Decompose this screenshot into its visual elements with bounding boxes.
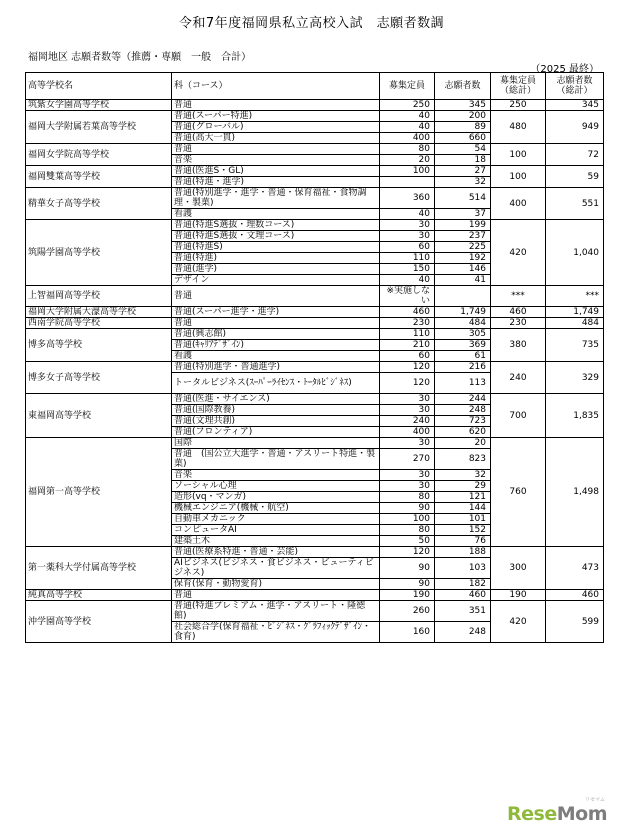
quota-cell: 30 [380, 470, 435, 481]
table-row [26, 307, 604, 318]
applicants-cell: 101 [435, 514, 491, 525]
applicants-cell: 32 [435, 470, 491, 481]
table-row [26, 166, 604, 177]
quota-total-cell: 700 [491, 394, 546, 438]
quota-cell: 60 [380, 351, 435, 362]
course-name: 普通(特別進学・進学・普通・保育福祉・食物調理・製菓) [172, 188, 380, 209]
course-name: トータルビジネス(ｽｰﾊﾟｰﾗｲｾﾝｽ・ﾄｰﾀﾙﾋﾞｼﾞﾈｽ) [172, 373, 380, 394]
applicants-total-cell: 735 [546, 329, 604, 362]
course-name: 普通(医進・サイエンス) [172, 394, 380, 405]
applicants-cell: 27 [435, 166, 491, 177]
table-row [26, 100, 604, 111]
quota-total-cell: 240 [491, 362, 546, 394]
course-name: 普通(興志館) [172, 329, 380, 340]
applicants-cell: 1,749 [435, 307, 491, 318]
table-body [26, 100, 604, 643]
course-name: 普通(フロンティア) [172, 427, 380, 438]
applicants-total-cell: 72 [546, 144, 604, 166]
quota-cell: 90 [380, 558, 435, 579]
course-name: 建築土木 [172, 536, 380, 547]
course-name: 音楽 [172, 470, 380, 481]
quota-cell: 190 [380, 590, 435, 601]
course-name: 普通(特進プレミアム・進学・アスリート・隆徳館) [172, 601, 380, 622]
course-name: 普通(国際教養) [172, 405, 380, 416]
course-name: 普通(文理共創) [172, 416, 380, 427]
applicants-cell: 237 [435, 231, 491, 242]
course-name: 造形(vq・マンガ) [172, 492, 380, 503]
school-name: 沖学園高等学校 [26, 601, 172, 643]
quota-total-cell: 760 [491, 438, 546, 547]
quota-total-cell: 300 [491, 547, 546, 590]
quota-cell: 100 [380, 514, 435, 525]
course-name: 普通(スーパー進学・進学) [172, 307, 380, 318]
table-row [26, 318, 604, 329]
applicants-cell: 61 [435, 351, 491, 362]
quota-cell: 30 [380, 405, 435, 416]
quota-total-cell: *** [491, 286, 546, 307]
quota-cell [380, 177, 435, 188]
applicants-cell: 351 [435, 601, 491, 622]
header-applicants-total: 志願者数（総計） [546, 73, 604, 100]
quota-cell: 400 [380, 133, 435, 144]
applicants-cell: 182 [435, 579, 491, 590]
course-name: 普通(スーパー特進) [172, 111, 380, 122]
school-name: 第一薬科大学付属高等学校 [26, 547, 172, 590]
quota-cell: 80 [380, 492, 435, 503]
quota-total-cell: 250 [491, 100, 546, 111]
table-row [26, 188, 604, 209]
course-name: 普通(進学) [172, 264, 380, 275]
school-name: 福岡大学附属若葉高等学校 [26, 111, 172, 144]
table-row [26, 362, 604, 373]
applicants-cell: 76 [435, 536, 491, 547]
applicants-table [25, 72, 604, 643]
applicants-total-cell: 460 [546, 590, 604, 601]
applicants-cell: 345 [435, 100, 491, 111]
table-row [26, 394, 604, 405]
course-name: 普通(特別進学・普通進学) [172, 362, 380, 373]
applicants-total-cell: 599 [546, 601, 604, 643]
applicants-cell: 18 [435, 155, 491, 166]
applicants-total-cell: 1,749 [546, 307, 604, 318]
applicants-cell: 41 [435, 275, 491, 286]
course-name: 普通(医療系特進・普通・芸能) [172, 547, 380, 558]
quota-cell: 120 [380, 547, 435, 558]
applicants-cell: 192 [435, 253, 491, 264]
applicants-cell [435, 286, 491, 307]
applicants-total-cell: 551 [546, 188, 604, 220]
quota-cell: 110 [380, 253, 435, 264]
quota-cell: 460 [380, 307, 435, 318]
applicants-cell: 89 [435, 122, 491, 133]
applicants-cell: 248 [435, 405, 491, 416]
resemom-logo: ReseMom [507, 803, 607, 825]
header-quota-total: 募集定員（総計） [491, 73, 546, 100]
course-name: 普通 (国公立大進学・普通・アスリート特進・製菓) [172, 449, 380, 470]
header-applicants: 志願者数 [435, 73, 491, 100]
quota-cell: 400 [380, 427, 435, 438]
course-name: 普通 [172, 100, 380, 111]
table-row [26, 590, 604, 601]
school-name: 福岡女学院高等学校 [26, 144, 172, 166]
applicants-cell: 121 [435, 492, 491, 503]
quota-cell: 160 [380, 622, 435, 643]
quota-cell: 230 [380, 318, 435, 329]
course-name: 音楽 [172, 155, 380, 166]
table-row [26, 220, 604, 231]
school-name: 上智福岡高等学校 [26, 286, 172, 307]
applicants-cell: 484 [435, 318, 491, 329]
quota-cell: 120 [380, 373, 435, 394]
course-name: コンピュータAI [172, 525, 380, 536]
course-name: 普通(特進) [172, 253, 380, 264]
header-school: 高等学校名 [26, 73, 172, 100]
header-quota: 募集定員 [380, 73, 435, 100]
quota-cell: 40 [380, 209, 435, 220]
course-name: 普通 [172, 318, 380, 329]
course-name: 普通(医進S・GL) [172, 166, 380, 177]
course-name: 保育(保育・動物愛育) [172, 579, 380, 590]
course-name: 国際 [172, 438, 380, 449]
course-name: 普通(特進S選抜・理数コース) [172, 220, 380, 231]
school-name: 筑紫女学園高等学校 [26, 100, 172, 111]
quota-cell: 100 [380, 166, 435, 177]
applicants-cell: 305 [435, 329, 491, 340]
table-subtitle: 福岡地区 志願者数等（推薦・専願 一般 合計） [28, 52, 252, 63]
applicants-total-cell: 484 [546, 318, 604, 329]
applicants-total-cell: 473 [546, 547, 604, 590]
applicants-cell: 29 [435, 481, 491, 492]
school-name: 博多高等学校 [26, 329, 172, 362]
table-row [26, 144, 604, 155]
course-name: ソーシャル心理 [172, 481, 380, 492]
quota-cell: 30 [380, 220, 435, 231]
applicants-total-cell: 345 [546, 100, 604, 111]
school-name: 東福岡高等学校 [26, 394, 172, 438]
applicants-total-cell: 1,498 [546, 438, 604, 547]
quota-cell: 360 [380, 188, 435, 209]
applicants-cell: 200 [435, 111, 491, 122]
school-name: 福岡大学附属大濠高等学校 [26, 307, 172, 318]
applicants-cell: 103 [435, 558, 491, 579]
school-name: 精華女子高等学校 [26, 188, 172, 220]
course-name: 看護 [172, 351, 380, 362]
quota-cell: 30 [380, 481, 435, 492]
quota-cell: 150 [380, 264, 435, 275]
table-row [26, 438, 604, 449]
course-name: 普通(特進・進学) [172, 177, 380, 188]
quota-total-cell: 420 [491, 220, 546, 286]
applicants-cell: 37 [435, 209, 491, 220]
quota-cell: 30 [380, 231, 435, 242]
quota-cell: 120 [380, 362, 435, 373]
applicants-cell: 514 [435, 188, 491, 209]
applicants-cell: 823 [435, 449, 491, 470]
quota-cell: 270 [380, 449, 435, 470]
applicants-total-cell: 329 [546, 362, 604, 394]
course-name: 普通(特進S選抜・文理コース) [172, 231, 380, 242]
course-name: デザイン [172, 275, 380, 286]
school-name: 博多女子高等学校 [26, 362, 172, 394]
applicants-cell: 113 [435, 373, 491, 394]
course-name: 普通(特進S) [172, 242, 380, 253]
course-name: 自動車メカニック [172, 514, 380, 525]
applicants-cell: 152 [435, 525, 491, 536]
quota-cell: 250 [380, 100, 435, 111]
applicants-total-cell: 1,040 [546, 220, 604, 286]
quota-cell: 80 [380, 144, 435, 155]
table-row [26, 601, 604, 622]
applicants-cell: 460 [435, 590, 491, 601]
applicants-cell: 144 [435, 503, 491, 514]
quota-cell: 80 [380, 525, 435, 536]
school-name: 筑陽学園高等学校 [26, 220, 172, 286]
course-name: 普通(ｷｬﾘｱﾃﾞｻﾞｲﾝ) [172, 340, 380, 351]
page-title: 令和7年度福岡県私立高校入試 志願者数調 [178, 16, 445, 31]
quota-cell: 40 [380, 122, 435, 133]
final-note: （2025 最終） [530, 64, 599, 75]
quota-cell: 60 [380, 242, 435, 253]
table-row [26, 329, 604, 340]
quota-cell: 240 [380, 416, 435, 427]
applicants-cell: 225 [435, 242, 491, 253]
quota-cell: 30 [380, 394, 435, 405]
applicants-cell: 216 [435, 362, 491, 373]
applicants-cell: 620 [435, 427, 491, 438]
school-name: 純真高等学校 [26, 590, 172, 601]
course-name: 普通 [172, 144, 380, 155]
applicants-cell: 660 [435, 133, 491, 144]
table-row [26, 286, 604, 307]
applicants-cell: 369 [435, 340, 491, 351]
quota-cell: 40 [380, 111, 435, 122]
quota-total-cell: 100 [491, 144, 546, 166]
applicants-cell: 199 [435, 220, 491, 231]
applicants-cell: 54 [435, 144, 491, 155]
quota-cell: 20 [380, 155, 435, 166]
quota-total-cell: 460 [491, 307, 546, 318]
applicants-cell: 188 [435, 547, 491, 558]
quota-total-cell: 400 [491, 188, 546, 220]
quota-cell: 260 [380, 601, 435, 622]
quota-cell: 210 [380, 340, 435, 351]
applicants-total-cell: *** [546, 286, 604, 307]
quota-cell: ※実施しない [380, 286, 435, 307]
header-course: 科（コース） [172, 73, 380, 100]
quota-total-cell: 380 [491, 329, 546, 362]
applicants-cell: 20 [435, 438, 491, 449]
watermark-subtext: リセマム [585, 797, 605, 803]
applicants-total-cell: 1,835 [546, 394, 604, 438]
quota-cell: 90 [380, 579, 435, 590]
course-name: 看護 [172, 209, 380, 220]
quota-cell: 90 [380, 503, 435, 514]
school-name: 福岡雙葉高等学校 [26, 166, 172, 188]
school-name: 西南学院高等学校 [26, 318, 172, 329]
school-name: 福岡第一高等学校 [26, 438, 172, 547]
table-row [26, 547, 604, 558]
applicants-cell: 244 [435, 394, 491, 405]
applicants-cell: 248 [435, 622, 491, 643]
course-name: 普通(グローバル) [172, 122, 380, 133]
course-name: 社会総合学(保育福祉・ﾋﾞｼﾞﾈｽ・ｸﾞﾗﾌｨｯｸﾃﾞｻﾞｲﾝ・食育) [172, 622, 380, 643]
applicants-total-cell: 949 [546, 111, 604, 144]
quota-cell: 50 [380, 536, 435, 547]
course-name: 機械エンジニア(機械・航空) [172, 503, 380, 514]
quota-cell: 110 [380, 329, 435, 340]
course-name: 普通 [172, 590, 380, 601]
quota-total-cell: 230 [491, 318, 546, 329]
quota-cell: 30 [380, 438, 435, 449]
course-name: AIビジネス(ビジネス・食ビジネス・ビューティビジネス) [172, 558, 380, 579]
applicants-cell: 146 [435, 264, 491, 275]
quota-total-cell: 480 [491, 111, 546, 144]
applicants-total-cell: 59 [546, 166, 604, 188]
quota-cell: 40 [380, 275, 435, 286]
course-name: 普通(高大一貫) [172, 133, 380, 144]
quota-total-cell: 420 [491, 601, 546, 643]
applicants-cell: 32 [435, 177, 491, 188]
quota-total-cell: 100 [491, 166, 546, 188]
course-name: 普通 [172, 286, 380, 307]
quota-total-cell: 190 [491, 590, 546, 601]
table-row [26, 111, 604, 122]
applicants-cell: 723 [435, 416, 491, 427]
